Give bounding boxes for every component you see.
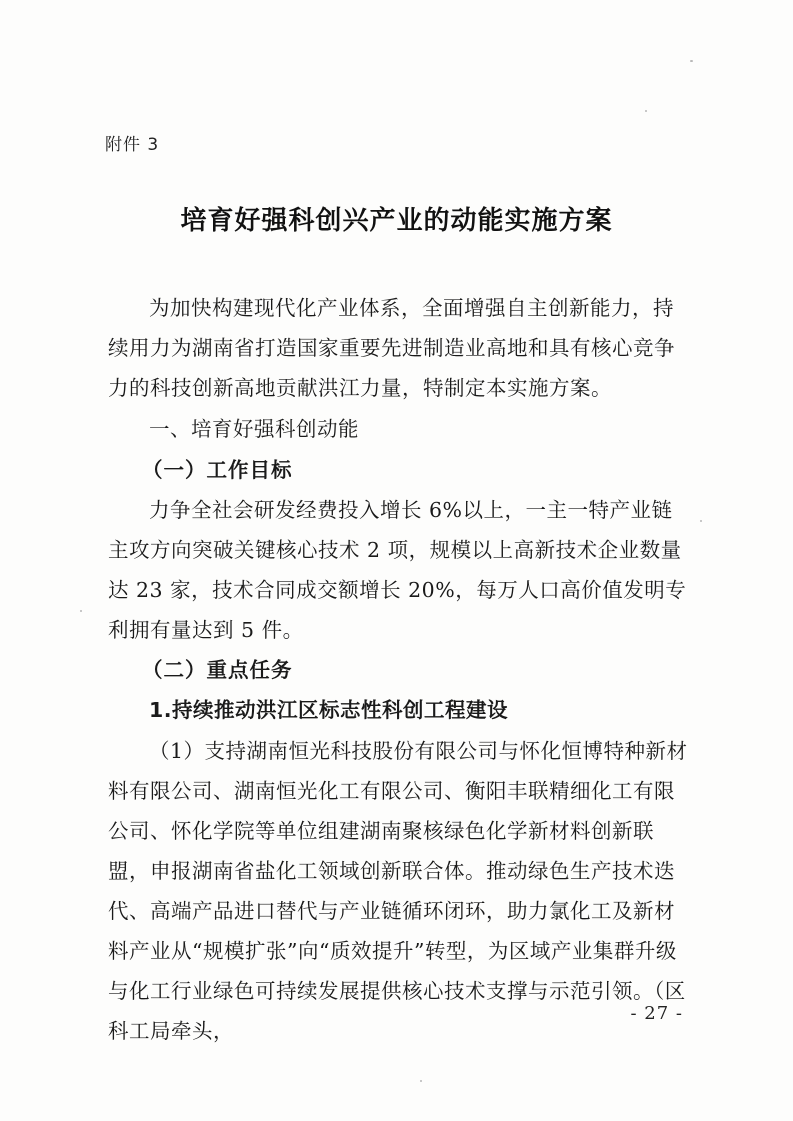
page-number: - 27 - [630,1003,683,1024]
task-paragraph: （1）支持湖南恒光科技股份有限公司与怀化恒博特种新材料有限公司、湖南恒光化工有限公司、衡阳丰联精细化工有限公司、怀化学院等单位组建湖南聚核绿色化学新材料创新联盟，申报湖南省盐化工领域创新联合体。推动绿色生产技术迭代、高端产品进口替代与产业链循环闭环，助力氯化工及新材料产业从“规模扩张”向“质效提升”转型，为区域产业集群升级与化工行业绿色可持续发展提供核心技术支撑与示范引领。（区科工局牵头， [108,739,688,1043]
section-heading: 一、培育好强科创动能 [149,417,359,441]
attachment-label: 附件 3 [105,135,160,155]
scan-speck [420,1080,422,1082]
subsection-heading-goals: （一）工作目标 [142,458,293,482]
scan-speck [80,610,82,612]
subsection-heading-tasks: （二）重点任务 [142,658,293,682]
scan-speck [645,110,647,112]
intro-paragraph: 为加快构建现代化产业体系，全面增强自主创新能力，持续用力为湖南省打造国家重要先进制造业高地和具有核心竞争力的科技创新高地贡献洪江力量，特制定本实施方案。 [108,296,675,400]
task-heading: 1.持续推动洪江区标志性科创工程建设 [149,698,509,722]
scan-speck [690,60,693,62]
goals-paragraph: 力争全社会研发经费投入增长 6%以上，一主一特产业链主攻方向突破关键核心技术 2 项，规模以上高新技术企业数量达 23 家，技术合同成交额增长 20%，每万人口高价值发明专利拥有量达到 5 件。 [108,498,687,642]
document-title: 培育好强科创兴产业的动能实施方案 [180,206,613,236]
scan-speck [700,520,702,522]
